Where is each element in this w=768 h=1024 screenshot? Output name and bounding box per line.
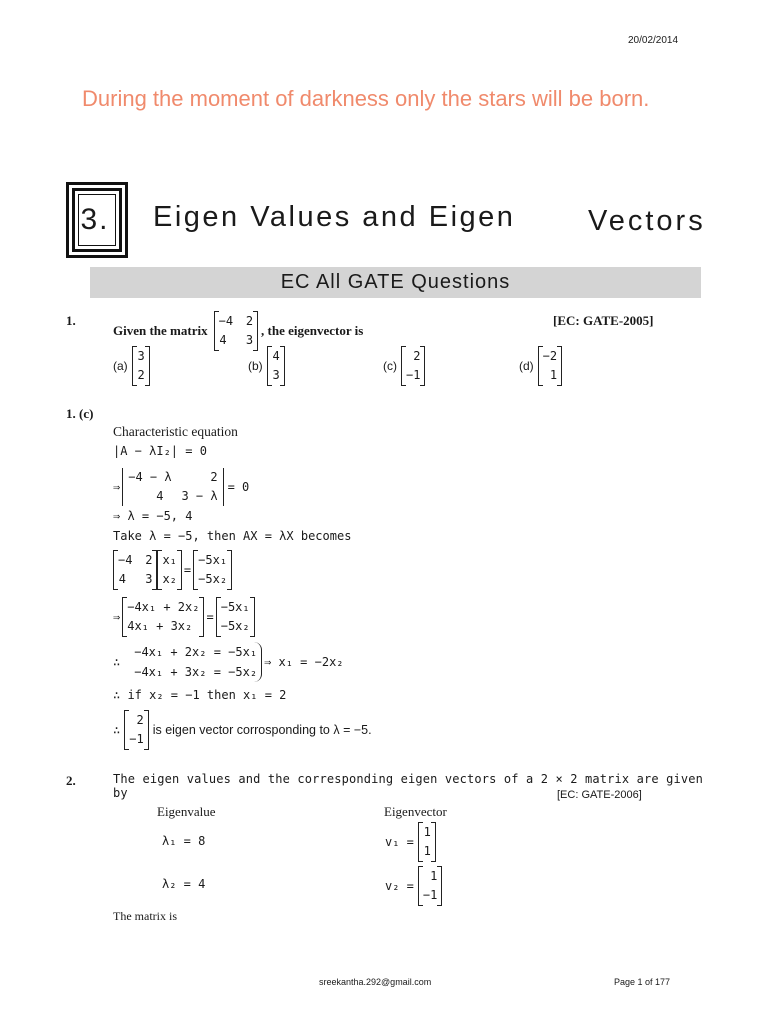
footer-page: Page 1 of 177 xyxy=(614,977,671,987)
solution-line: = 0 xyxy=(227,480,250,494)
system-line: −4x₁ + 2x₂ = −5x₁ xyxy=(134,645,258,659)
chapter-number-box xyxy=(66,182,128,258)
option-label: (a) xyxy=(113,359,128,373)
solution-conclusion xyxy=(113,710,372,750)
vector-cell: 2 xyxy=(413,349,421,363)
vector-cell: −5x₁ xyxy=(220,600,250,614)
matrix-cell: 3 xyxy=(245,333,254,347)
vector-cell: −2 xyxy=(542,349,558,363)
vector-cell: 2 xyxy=(137,368,145,382)
solution-line: is eigen vector corrosponding to λ = −5. xyxy=(152,723,372,737)
q1-option-b xyxy=(248,346,285,386)
matrix-cell: 2 xyxy=(145,553,153,567)
matrix-cell: −4 xyxy=(218,314,234,328)
vector-cell: −1 xyxy=(406,368,421,382)
option-vector xyxy=(132,346,150,386)
unknown-vector xyxy=(157,550,181,590)
matrix-cell: 3 xyxy=(145,572,153,586)
option-vector xyxy=(401,346,425,386)
q1-option-a xyxy=(113,346,150,386)
matrix-cell: 4 xyxy=(219,333,227,347)
system-result: ⇒ x₁ = −2x₂ xyxy=(264,655,344,669)
equation-system xyxy=(113,642,344,682)
lambda-2: λ₂ = 4 xyxy=(162,877,206,891)
q1-number: 1. xyxy=(66,313,76,328)
solution-line: |A − λI₂| = 0 xyxy=(113,444,207,458)
eigenvector-1 xyxy=(385,822,436,862)
system-lines xyxy=(134,642,262,682)
q2-exam-tag: [EC: GATE-2006] xyxy=(557,789,642,801)
section-banner: EC All GATE Questions xyxy=(90,267,701,298)
option-label: (d) xyxy=(519,359,534,373)
matrix-cell: 2 xyxy=(245,314,254,328)
result-vector xyxy=(193,550,232,590)
q1-option-c xyxy=(383,346,425,386)
eigen-vector xyxy=(124,710,148,750)
system-line: −4x₁ + 3x₂ = −5x₂ xyxy=(134,665,258,679)
det-cell: 4 xyxy=(156,489,164,503)
vector-cell: 1 xyxy=(423,825,431,839)
q2-number: 2. xyxy=(66,773,76,788)
eigenvalue-column-header: Eigenvalue xyxy=(157,804,216,819)
chapter-title-end: Vectors xyxy=(588,205,706,237)
vector-cell: x₂ xyxy=(162,572,177,586)
vector-cell: 1 xyxy=(549,368,558,382)
q2-tail: The matrix is xyxy=(113,909,177,923)
vector-cell: −5x₁ xyxy=(198,553,228,567)
coefficient-matrix xyxy=(113,550,157,590)
header-date: 20/02/2014 xyxy=(628,35,679,46)
matrix-equation-expanded: ⇒ −4x₁ + 2x₂ 4x₁ + 3x₂ = −5x₁ −5x₂ xyxy=(113,597,255,637)
vector-cell: −1 xyxy=(129,732,144,746)
q1-text-b: , the eigenvector is xyxy=(261,323,364,338)
q1-matrix xyxy=(214,311,258,351)
implies-icon: ⇒ xyxy=(113,480,121,494)
solution-heading: 1. (c) xyxy=(66,406,94,421)
det-cell: 2 xyxy=(210,470,218,484)
lambda-1: λ₁ = 8 xyxy=(162,834,206,848)
therefore-icon: ∴ xyxy=(113,723,121,737)
v2-label: v₂ = xyxy=(385,879,414,893)
vector-cell: 2 xyxy=(136,713,144,727)
expanded-vector xyxy=(122,597,204,637)
chapter-title: Eigen Values and Eigen xyxy=(153,201,516,233)
vector-cell: −5x₂ xyxy=(220,619,250,633)
option-label: (b) xyxy=(248,359,263,373)
eigenvector-column-header: Eigenvector xyxy=(384,804,447,819)
solution-line: ⇒ λ = −5, 4 xyxy=(113,509,193,523)
eigenvector-matrix xyxy=(418,866,442,906)
q1-text-a: Given the matrix xyxy=(113,323,208,338)
q1-option-d xyxy=(519,346,562,386)
vector-cell: 4 xyxy=(272,349,280,363)
vector-cell: −1 xyxy=(422,888,438,902)
option-label: (c) xyxy=(383,359,397,373)
result-vector xyxy=(216,597,255,637)
solution-line: ∴ if x₂ = −1 then x₁ = 2 xyxy=(113,688,287,702)
chapter-number: 3. xyxy=(80,203,110,236)
det-cell: −4 − λ xyxy=(128,470,172,484)
solution-line: Characteristic equation xyxy=(113,424,238,439)
determinant-equation xyxy=(113,468,249,506)
therefore-icon: ∴ xyxy=(113,655,121,669)
option-vector xyxy=(267,346,285,386)
option-vector xyxy=(538,346,562,386)
vector-cell: −5x₂ xyxy=(198,572,228,586)
matrix-cell: 4 xyxy=(118,572,126,586)
vector-cell: x₁ xyxy=(162,553,177,567)
solution-line: Take λ = −5, then AX = λX becomes xyxy=(113,529,352,543)
determinant xyxy=(122,468,223,506)
matrix-equation: −4 2 4 3 x₁ x₂ = −5x₁ −5x₂ xyxy=(113,550,232,590)
eigenvector-matrix xyxy=(418,822,436,862)
eigenvector-2 xyxy=(385,866,442,906)
q2-stem: The eigen values and the corresponding eigen vectors of a 2 × 2 matrix are given by xyxy=(113,772,703,800)
vector-cell: 1 xyxy=(430,869,438,883)
vector-cell: 4x₁ + 3x₂ xyxy=(127,619,193,633)
matrix-cell: −4 xyxy=(118,553,133,567)
implies-icon: ⇒ xyxy=(113,610,121,624)
motivational-quote: During the moment of darkness only the stars will be born. xyxy=(82,86,650,111)
vector-cell: 3 xyxy=(137,349,145,363)
det-cell: 3 − λ xyxy=(181,489,218,503)
footer-email: sreekantha.292@gmail.com xyxy=(319,977,432,987)
vector-cell: 3 xyxy=(272,368,280,382)
q1-exam-tag: [EC: GATE-2005] xyxy=(553,313,654,328)
v1-label: v₁ = xyxy=(385,835,414,849)
q1-stem xyxy=(113,311,363,351)
vector-cell: 1 xyxy=(423,844,431,858)
vector-cell: −4x₁ + 2x₂ xyxy=(127,600,200,614)
